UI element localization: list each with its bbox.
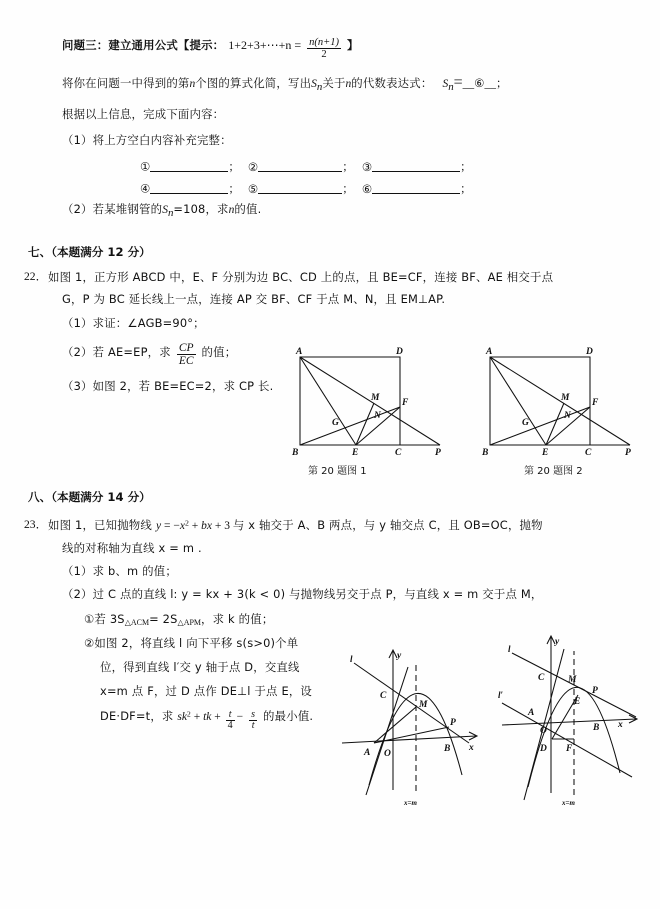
svg-text:A: A [486,347,493,357]
problem3-line2-n2: n [345,78,352,90]
svg-text:l: l [350,654,353,664]
answer-blank-3[interactable] [372,156,460,172]
section-7-frac-numerator: CP [178,342,194,354]
s8-ii-fraction-1 [226,710,235,732]
svg-text:x: x [469,743,474,753]
svg-text:M: M [568,675,577,685]
problem3-answer-sub: n [448,81,454,94]
svg-text:M: M [419,700,428,710]
section-8-sub1: （1）求 b、m 的值； [62,564,177,578]
problem3-sub2 [62,200,261,219]
problem3-answer-blank[interactable]: __⑥__ [462,78,496,90]
svg-text:M: M [371,393,380,403]
s8-ii-f1-den: 4 [227,720,233,732]
svg-text:F: F [566,744,573,754]
svg-text:B: B [593,723,600,733]
svg-text:A: A [528,708,535,718]
problem3-sub1: （1）将上方空白内容补充完整： [62,133,232,147]
problem3-answer-eq: = [453,74,463,91]
section-8-title: 八、（本题满分 14 分） [28,490,151,504]
figure-20-2 [478,345,643,457]
svg-text:D: D [540,744,547,754]
problem3-answer-end: ； [495,76,508,90]
section-8-question-number: 23． [24,518,48,531]
section-8-line2: 线的对称轴为直线 x = m . [62,541,202,555]
section-8-equation-rest: = $-x^2$ + bx + 3 [161,518,233,532]
blank-marker-2: ② [247,161,259,174]
s8-i-b: = 2S [149,612,178,626]
svg-text:A: A [296,347,303,357]
problem3-sub2-sub: n [167,207,174,220]
svg-text:O: O [540,726,547,736]
problem3-heading [62,36,642,60]
blank-marker-4: ④ [140,183,151,196]
problem3-heading-suffix: 】 [346,38,359,52]
section-8-line1-b: 与 x 轴交于 A、B 两点，与 y 轴交点 C，且 OB=OC，抛物 [232,518,543,532]
problem3-formula-lhs: 1+2+3+⋯+n = [228,38,302,52]
section-7-title: 七、（本题满分 12 分） [28,245,151,259]
svg-text:y: y [397,651,402,661]
svg-text:F: F [592,398,599,408]
svg-text:D: D [396,347,403,357]
blank-sep-3: ； [460,159,472,174]
answer-blank-5[interactable] [258,178,342,194]
problem3-formula-denominator: 2 [307,48,341,60]
section-8-sub2: （2）过 C 点的直线 l: y = kx + 3(k < 0) 与抛物线另交于点 P，与直线 x = m 交于点 M， [62,587,543,601]
problem3-line2-sn-sub: n [316,81,323,94]
s8-i-sub2: △APM [177,618,202,628]
problem3-answer-s: S [442,78,449,90]
section-7-sub2-fraction [177,342,196,367]
section-7-sub2-a: （2）若 AE=EP，求 [62,344,171,359]
svg-text:B: B [482,448,489,457]
svg-text:E: E [352,448,359,457]
answer-blank-6[interactable] [372,178,460,194]
figure-20-1 [288,345,453,457]
problem3-line2-n: n [189,78,196,90]
problem3-blanks-row1 [140,156,560,176]
section-8-sub2-item2-line2: 位，得到直线 l′交 y 轴于点 D，交直线 [100,660,300,674]
figure-23-1 [336,625,486,810]
section-8-equation-y: y [156,520,162,532]
problem3-line3: 根据以上信息，完成下面内容： [62,107,225,121]
problem3-line2-a: 将你在问题一中得到的第 [62,76,190,90]
svg-text:E: E [542,448,549,457]
svg-text:E: E [574,697,581,707]
answer-blank-2[interactable] [258,156,342,172]
svg-text:F: F [402,398,409,408]
answer-blank-4[interactable] [150,178,228,194]
svg-text:C: C [585,448,592,457]
svg-text:x: x [618,720,623,730]
figure-20-2-caption: 第 20 题图 2 [524,466,583,477]
svg-text:y: y [555,637,560,647]
section-7-line2: G，P 为 BC 延长线上一点，连接 AP 交 BF、CF 于点 M、N，且 EM⊥AP. [62,292,446,306]
problem3-line2-c: 关于 [322,76,346,90]
problem3-sub2-c: 的值. [234,202,262,216]
problem3-blanks-row2 [140,178,560,198]
svg-text:G: G [522,418,529,428]
svg-text:P: P [625,448,631,457]
section-7-sub1: （1）求证：∠AGB=90°； [62,316,205,330]
s8-i-a: ①若 3S [84,612,125,626]
s8-i-c: ，求 k 的值； [201,612,274,626]
problem3-formula-fraction [307,37,341,60]
svg-text:N: N [374,411,381,421]
s8-ii-fraction-2 [249,710,257,732]
blank-sep-4: ； [228,181,240,196]
s8-ii-l4a: DE·DF=t，求 [100,709,178,723]
problem3-sub2-b: =108，求 [173,202,229,216]
answer-blank-1[interactable] [150,156,228,172]
svg-text:B: B [292,448,299,457]
blank-sep-2: ； [342,159,354,174]
blank-marker-1: ① [140,161,151,174]
section-8-sub2-item1 [84,610,273,628]
s8-ii-expr: $sk^2$ + tk + [177,709,224,723]
problem3-line2-b: 个图的算式化简，写出 [195,76,312,90]
svg-text:C: C [538,673,545,683]
problem3-sub2-n: n [228,204,235,216]
svg-text:G: G [332,418,339,428]
s8-ii-f1-num: t [228,708,232,720]
svg-text:C: C [395,448,402,457]
blank-sep-5: ； [342,181,354,196]
svg-text:l: l [508,644,511,654]
section-7-question-number: 22． [24,270,48,283]
svg-text:B: B [444,744,451,754]
s8-ii-l4b: 的最小值. [263,709,314,723]
s8-ii-f2-num: s [251,708,256,720]
s8-ii-minus: − [236,711,244,723]
figure-20-1-caption: 第 20 题图 1 [308,466,367,477]
section-7-sub3: （3）如图 2，若 BE=EC=2，求 CP 长. [62,379,274,393]
blank-sep-1: ； [228,159,240,174]
svg-text:P: P [592,686,598,696]
section-7-sub2-b: 的值； [201,344,237,359]
svg-text:O: O [384,749,391,759]
blank-sep-6: ； [460,181,472,196]
svg-text:x=m: x=m [404,799,417,807]
figure-23-2 [496,625,651,810]
blank-marker-3: ③ [361,161,373,174]
problem3-sub2-a: （2）若某堆钢管的 [62,202,163,216]
svg-text:N: N [564,411,571,421]
problem3-line2 [62,74,652,93]
blank-marker-6: ⑥ [361,183,373,196]
section-7-sub2 [62,342,236,367]
section-8-sub2-item2-line1: ②如图 2，将直线 l 向下平移 s(s>0)个单 [84,636,299,650]
svg-text:P: P [435,448,441,457]
svg-text:C: C [380,691,387,701]
problem3-sub2-s: S [162,204,168,216]
section-8-line1 [48,516,652,534]
section-7-frac-denominator: EC [178,355,194,368]
problem3-formula-numerator: n(n+1) [309,37,339,49]
problem3-heading-prefix: 问题三：建立通用公式【提示： [62,38,225,52]
s8-i-sub1: △ACM [124,618,150,628]
svg-text:l′: l′ [498,690,504,700]
section-8-line1-a: 如图 1，已知抛物线 [48,518,152,532]
svg-text:D: D [586,347,593,357]
svg-text:M: M [561,393,570,403]
blank-marker-5: ⑤ [247,183,259,196]
section-8-sub2-item2-line3: x=m 点 F，过 D 点作 DE⊥l 于点 E，设 [100,684,313,698]
problem3-line2-sn: S [311,78,317,90]
svg-text:A: A [364,748,371,758]
section-7-line1: 如图 1，正方形 ABCD 中，E、F 分别为边 BC、CD 上的点，且 BE=CF，连接 BF、AE 相交于点 [48,270,554,284]
problem3-line2-d: 的代数表达式： [351,76,433,90]
svg-text:x=m: x=m [562,799,575,807]
s8-ii-f2-den: t [249,720,257,732]
svg-text:P: P [450,718,456,728]
